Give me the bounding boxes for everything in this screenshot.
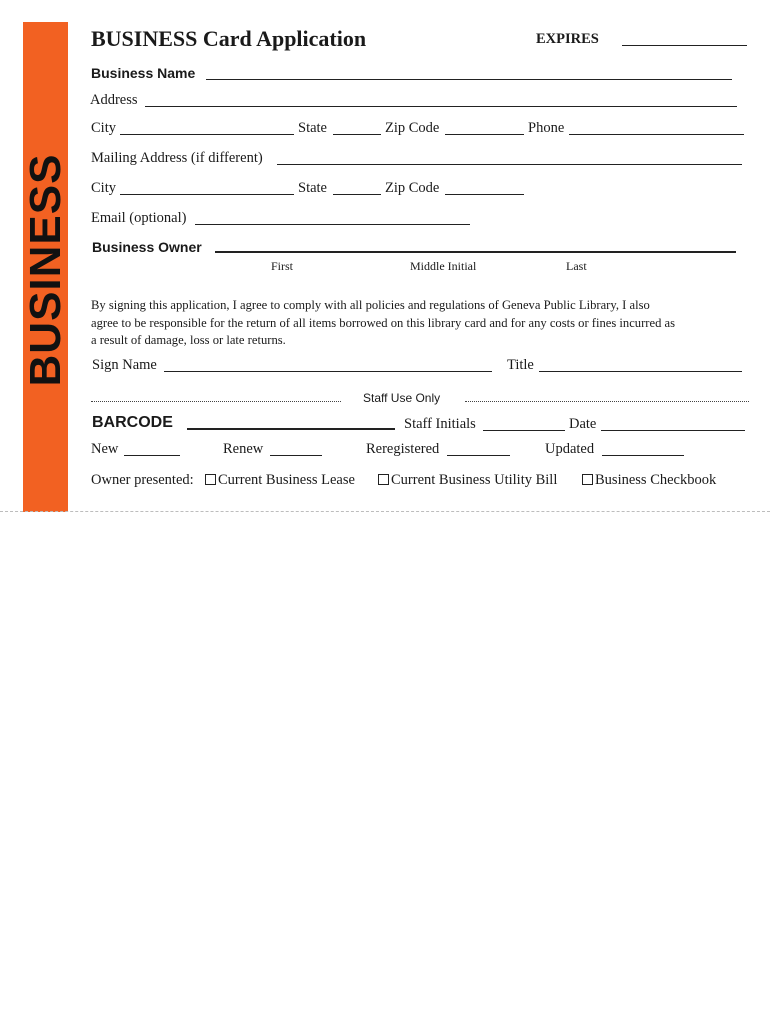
phone-field[interactable] — [569, 134, 744, 135]
checkbox-utility-bill[interactable] — [378, 474, 389, 485]
option-utility-bill[interactable] — [378, 473, 557, 488]
owner-middle-caption: Middle Initial — [410, 259, 477, 273]
mailing-address-label: Mailing Address (if different) — [91, 150, 263, 166]
city-label: City — [91, 120, 116, 136]
address-field[interactable] — [145, 106, 737, 107]
email-field[interactable] — [195, 224, 470, 225]
updated-label: Updated — [545, 441, 595, 457]
reregistered-field[interactable] — [447, 455, 510, 456]
zip-code2-field[interactable] — [445, 194, 524, 195]
title-label: Title — [507, 357, 534, 373]
reregistered-label: Reregistered — [366, 441, 440, 457]
email-label: Email (optional) — [91, 210, 187, 226]
agreement-line-3: a result of damage, loss or late returns. — [91, 333, 286, 347]
expires-field[interactable] — [622, 45, 747, 46]
staff-divider-left — [91, 401, 341, 402]
business-owner-field[interactable] — [215, 251, 736, 253]
barcode-label: BARCODE — [92, 414, 173, 431]
option-checkbook-label: Business Checkbook — [595, 472, 717, 488]
zip-code-field[interactable] — [445, 134, 524, 135]
sign-name-field[interactable] — [164, 371, 492, 372]
updated-field[interactable] — [602, 455, 684, 456]
checkbox-business-lease[interactable] — [205, 474, 216, 485]
business-owner-label: Business Owner — [92, 239, 202, 255]
address-label: Address — [90, 92, 138, 108]
zip-code-label: Zip Code — [385, 120, 440, 136]
city2-label: City — [91, 180, 116, 196]
sign-name-label: Sign Name — [92, 357, 157, 373]
owner-last-caption: Last — [566, 259, 587, 273]
sidebar-label: BUSINESS — [20, 153, 70, 387]
renew-field[interactable] — [270, 455, 322, 456]
zip-code2-label: Zip Code — [385, 180, 440, 196]
business-sidebar — [20, 22, 70, 512]
staff-divider-right — [465, 401, 749, 402]
option-business-lease[interactable] — [205, 473, 355, 488]
cut-line — [0, 511, 770, 512]
option-checkbook[interactable] — [582, 473, 716, 488]
new-field[interactable] — [124, 455, 180, 456]
business-name-label: Business Name — [91, 65, 196, 81]
city-field[interactable] — [120, 134, 294, 135]
option-business-lease-label: Current Business Lease — [218, 472, 355, 488]
renew-label: Renew — [223, 441, 264, 457]
owner-presented-label: Owner presented: — [91, 472, 194, 488]
city2-field[interactable] — [120, 194, 294, 195]
form-title: BUSINESS Card Application — [91, 26, 367, 51]
state-field[interactable] — [333, 134, 381, 135]
agreement-line-2: agree to be responsible for the return of all items borrowed on this library card and for any costs or fines incurred as — [91, 316, 676, 330]
agreement-line-1: By signing this application, I agree to comply with all policies and regulations of Geneva Public Library, I also — [91, 298, 650, 312]
staff-use-only-label: Staff Use Only — [363, 391, 441, 405]
option-utility-bill-label: Current Business Utility Bill — [391, 472, 558, 488]
business-name-field[interactable] — [206, 79, 732, 80]
date-label: Date — [569, 416, 597, 432]
expires-label: EXPIRES — [536, 31, 599, 47]
checkbox-checkbook[interactable] — [582, 474, 593, 485]
title-field[interactable] — [539, 371, 742, 372]
barcode-field[interactable] — [187, 428, 395, 430]
staff-initials-field[interactable] — [483, 430, 565, 431]
state2-label: State — [298, 180, 327, 196]
date-field[interactable] — [601, 430, 745, 431]
mailing-address-field[interactable] — [277, 164, 742, 165]
state-label: State — [298, 120, 327, 136]
owner-first-caption: First — [271, 259, 294, 273]
state2-field[interactable] — [333, 194, 381, 195]
phone-label: Phone — [528, 120, 565, 136]
staff-initials-label: Staff Initials — [404, 416, 476, 432]
new-label: New — [91, 441, 119, 457]
